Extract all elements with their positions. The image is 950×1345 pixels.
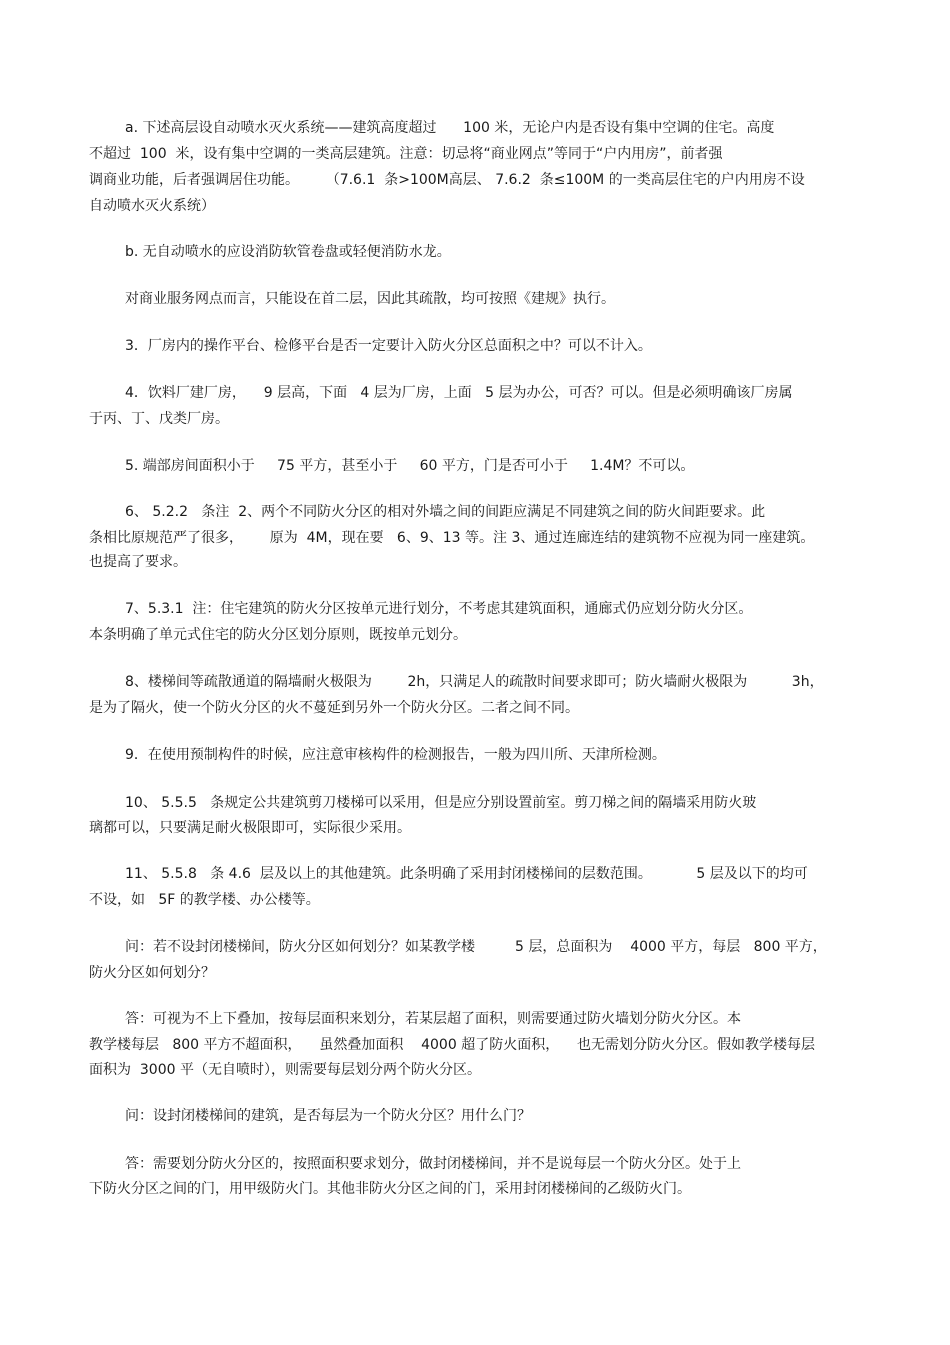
text-line: 也提高了要求。 [89, 554, 187, 570]
text-line: 璃都可以，只要满足耐火极限即可，实际很少采用。 [89, 820, 411, 836]
text-line: 教学楼每层 800 平方不超面积， 虽然叠加面积 4000 超了防火面积， 也无需划分防火分区。假如教学楼每层 [89, 1037, 816, 1053]
text-line: 面积为 3000 平（无自喷时），则需要每层划分两个防火分区。 [89, 1062, 481, 1078]
text-line: 答：需要划分防火分区的，按照面积要求划分，做封闭楼梯间，并不是说每层一个防火分区。处于上 [125, 1156, 741, 1172]
text-line: 问：若不设封闭楼梯间，防火分区如何划分？如某教学楼 5 层，总面积为 4000 平方，每层 800 平方， [125, 939, 827, 955]
text-line: 4．饮料厂建厂房， 9 层高，下面 4 层为厂房，上面 5 层为办公，可否？可以。但是必须明确该厂房属 [125, 385, 793, 401]
text-line: b. 无自动喷水的应设消防软管卷盘或轻便消防水龙。 [125, 244, 451, 260]
text-line: a. 下述高层设自动喷水灭火系统——建筑高度超过 100 米，无论户内是否设有集中空调的住宅。高度 [125, 120, 775, 136]
text-line: 本条明确了单元式住宅的防火分区划分原则，既按单元划分。 [89, 627, 467, 643]
text-line: 5. 端部房间面积小于 75 平方，甚至小于 60 平方，门是否可小于 1.4M？不可以。 [125, 458, 695, 474]
text-line: 3．厂房内的操作平台、检修平台是否一定要计入防火分区总面积之中？可以不计入。 [125, 338, 652, 354]
text-line: 调商业功能，后者强调居住功能。 （7.6.1 条>100M高层、 7.6.2 条≤100M 的一类高层住宅的户内用房不设 [89, 172, 805, 188]
text-line: 11、 5.5.8 条 4.6 层及以上的其他建筑。此条明确了采用封闭楼梯间的层数范围。 5 层及以下的均可 [125, 866, 808, 882]
text-line: 10、 5.5.5 条规定公共建筑剪刀楼梯可以采用，但是应分别设置前室。剪刀梯之间的隔墙采用防火玻 [125, 795, 757, 811]
text-line: 不超过 100 米，设有集中空调的一类高层建筑。注意：切忌将“商业网点”等同于“户内用房”，前者强 [89, 146, 723, 162]
text-line: 于丙、丁、戊类厂房。 [89, 411, 229, 427]
text-line: 对商业服务网点而言，只能设在首二层，因此其疏散，均可按照《建规》执行。 [125, 291, 615, 307]
text-line: 防火分区如何划分？ [89, 965, 215, 981]
text-line: 下防火分区之间的门，用甲级防火门。其他非防火分区之间的门，采用封闭楼梯间的乙级防火门。 [89, 1181, 691, 1197]
text-line: 8、楼梯间等疏散通道的隔墙耐火极限为 2h，只满足人的疏散时间要求即可；防火墙耐火极限为 3h， [125, 674, 824, 690]
text-line: 6、 5.2.2 条注 2、两个不同防火分区的相对外墙之间的间距应满足不同建筑之间的防火间距要求。此 [125, 504, 766, 520]
text-line: 自动喷水灭火系统） [89, 198, 215, 214]
text-line: 7、5.3.1 注：住宅建筑的防火分区按单元进行划分，不考虑其建筑面积，通廊式仍应划分防火分区。 [125, 601, 753, 617]
text-line: 是为了隔火，使一个防火分区的火不蔓延到另外一个防火分区。二者之间不同。 [89, 700, 579, 716]
text-line: 不设，如 5F 的教学楼、办公楼等。 [89, 892, 320, 908]
text-line: 条相比原规范严了很多， 原为 4M，现在要 6、9、13 等。注 3、通过连廊连结的建筑物不应视为同一座建筑。 [89, 530, 815, 546]
text-line: 答：可视为不上下叠加，按每层面积来划分，若某层超了面积，则需要通过防火墙划分防火分区。本 [125, 1011, 741, 1027]
text-line: 问：设封闭楼梯间的建筑，是否每层为一个防火分区？用什么门？ [125, 1108, 531, 1124]
text-line: 9．在使用预制构件的时候，应注意审核构件的检测报告，一般为四川所、天津所检测。 [125, 747, 666, 763]
